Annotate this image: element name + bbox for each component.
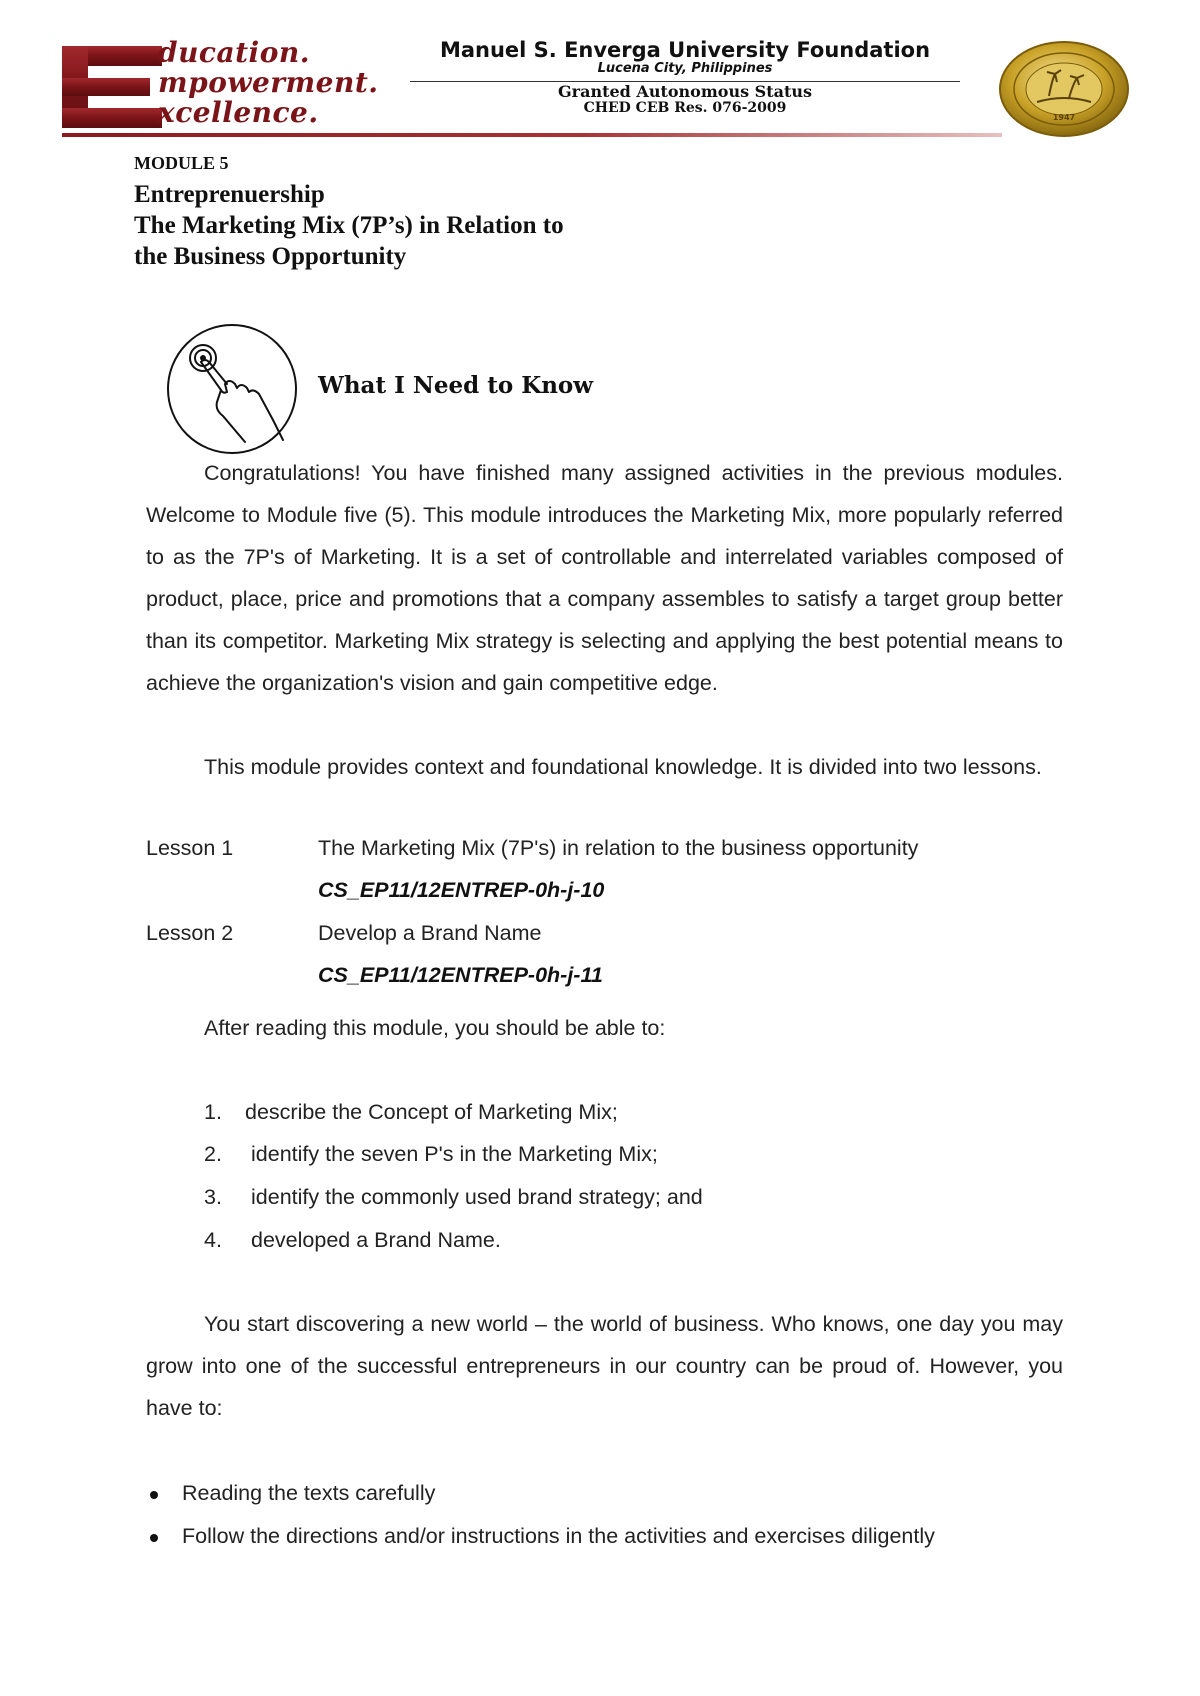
seal-year: 1947	[1052, 113, 1076, 122]
module-title-line-3: the Business Opportunity	[134, 243, 407, 270]
lesson-1-label: Lesson 1	[146, 836, 234, 860]
university-logo-e	[62, 46, 162, 128]
university-seal-icon	[997, 40, 1132, 138]
university-name: Manuel S. Enverga University Foundation	[439, 38, 931, 62]
context-paragraph: This module provides context and foundational knowledge. It is divided into two lessons.	[204, 755, 1042, 779]
bullet-marker	[150, 1491, 158, 1499]
objective-1-number: 1.	[204, 1100, 222, 1124]
module-title-line-1: Entreprenuership	[134, 181, 325, 208]
section-heading: What I Need to Know	[318, 372, 594, 399]
lesson-1-code: CS_EP11/12ENTREP-0h-j-10	[318, 878, 605, 902]
module-title-line-2: The Marketing Mix (7P’s) in Relation to	[134, 212, 564, 239]
intro-paragraph: Congratulations! You have finished many assigned activities in the previous modules. Welcome to Module five (5). This module introduces the Marketing Mix, more popularly referred to as the 7P's of Marketing. It is a set of controllable and interrelated variables composed of product, place, price and promotions that a company assembles to satisfy a target group better than its competitor. Marketing Mix strategy is selecting and applying the best potential means to achieve the organization's vision and gain competitive edge.	[146, 461, 1063, 695]
bullet-item-2: Follow the directions and/or instructions in the activities and exercises diligently	[182, 1524, 935, 1548]
university-city: Lucena City, Philippines	[597, 61, 773, 76]
module-label: MODULE 5	[134, 153, 229, 173]
touch-hand-icon	[165, 322, 299, 456]
motto-excellence: xcellence.	[158, 96, 319, 129]
lesson-2-code: CS_EP11/12ENTREP-0h-j-11	[318, 963, 603, 987]
objective-2-text: identify the seven P's in the Marketing Mix;	[251, 1142, 658, 1166]
objective-1-text: describe the Concept of Marketing Mix;	[245, 1100, 618, 1124]
motto-empowerment: mpowerment.	[158, 66, 379, 99]
motto-education: ducation.	[158, 36, 310, 69]
lesson-2-label: Lesson 2	[146, 921, 234, 945]
objective-3-text: identify the commonly used brand strategy; and	[251, 1185, 703, 1209]
bullet-marker	[150, 1534, 158, 1542]
discover-paragraph: You start discovering a new world – the world of business. Who knows, one day you may grow into one of the successful entrepreneurs in our country can be proud of. However, you have to:	[146, 1312, 1063, 1420]
objective-3-number: 3.	[204, 1185, 222, 1209]
objective-2-number: 2.	[204, 1142, 222, 1166]
objective-4-number: 4.	[204, 1228, 222, 1252]
bullet-item-1: Reading the texts carefully	[182, 1481, 436, 1505]
lesson-1-title: The Marketing Mix (7P's) in relation to the business opportunity	[318, 836, 919, 860]
objective-4-text: developed a Brand Name.	[251, 1228, 501, 1252]
lesson-2-title: Develop a Brand Name	[318, 921, 542, 945]
autonomous-status: Granted Autonomous Status	[558, 82, 812, 101]
ched-resolution: CHED CEB Res. 076-2009	[583, 100, 787, 116]
motto-lines	[158, 38, 379, 128]
header-divider	[62, 133, 1002, 137]
objectives-intro: After reading this module, you should be able to:	[204, 1016, 666, 1040]
